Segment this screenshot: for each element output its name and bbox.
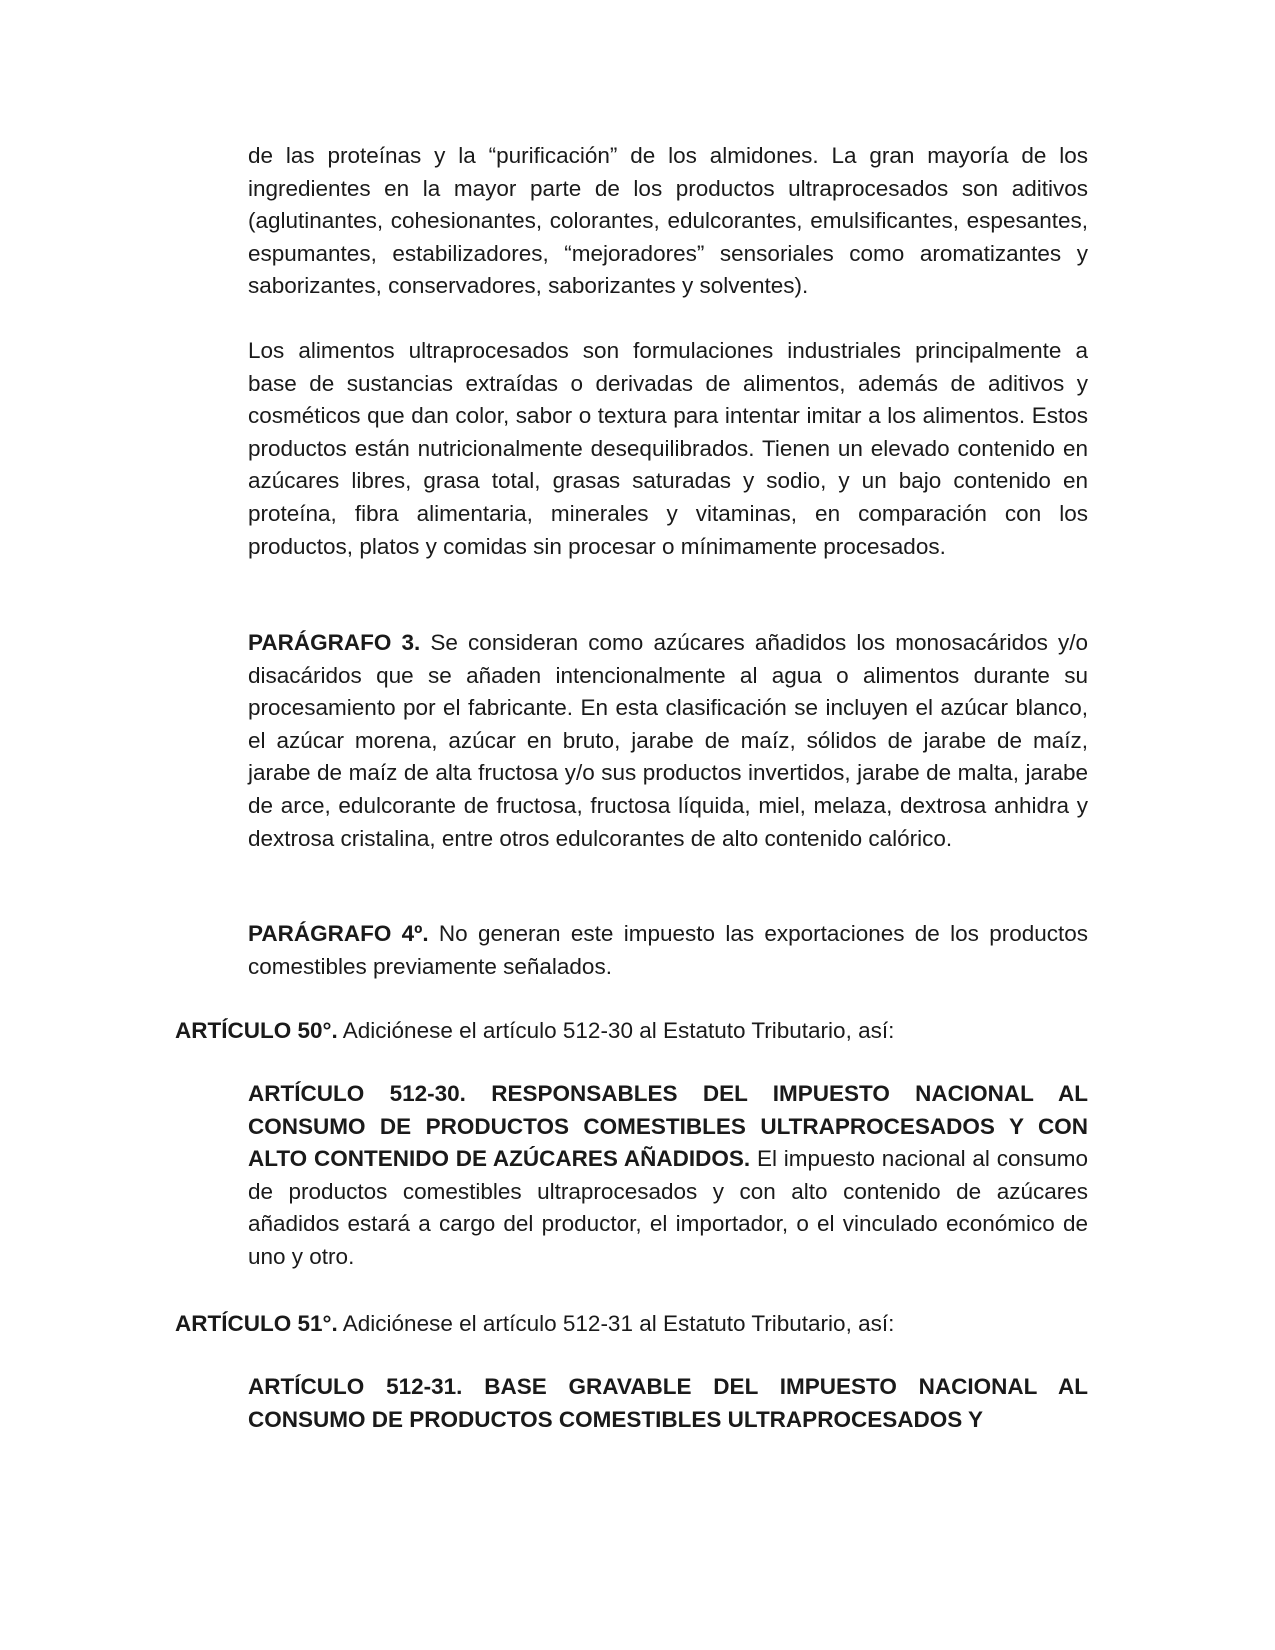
article-50-label: ARTÍCULO 50°. [175,1018,338,1043]
paragraph-3-text: Se consideran como azúcares añadidos los monosacáridos y/o disacáridos que se añaden intencionalmente al agua o alimentos durante su procesamiento por el fabricante. En esta clasificación se incluyen el azúcar blanco, el azúcar morena, azúcar en bruto, jarabe de maíz, sólidos de jarabe de maíz, jarabe de maíz de alta fructosa y/o sus productos invertidos, jarabe de malta, jarabe de arce, edulcorante de fructosa, fructosa líquida, miel, melaza, dextrosa anhidra y dextrosa cristalina, entre otros edulcorantes de alto contenido calórico. [248,630,1089,851]
paragraph-3 [248,627,1088,855]
article-512-31-heading: ARTÍCULO 512-31. BASE GRAVABLE DEL IMPUESTO NACIONAL AL CONSUMO DE PRODUCTOS COMESTIBLES ULTRAPROCESADOS Y [248,1374,1088,1432]
paragraph-4-text: No generan este impuesto las exportaciones de los productos comestibles previamente señalados. [248,921,1089,979]
paragraph-additives [248,140,1088,303]
paragraph-4 [248,918,1088,983]
article-512-30-text: El impuesto nacional al consumo de productos comestibles ultraprocesados y con alto contenido de azúcares añadidos estará a cargo del productor, el importador, o el vinculado económico de uno y otro. [248,1146,1089,1269]
paragraph-4-label: PARÁGRAFO 4º. [248,921,429,946]
article-512-31 [248,1371,1088,1436]
article-51-label: ARTÍCULO 51°. [175,1311,338,1336]
article-51-text: Adiciónese el artículo 512-31 al Estatuto Tributario, así: [337,1311,895,1336]
paragraph-ultraprocessed-definition [248,335,1088,563]
article-50-text: Adiciónese el artículo 512-30 al Estatuto Tributario, así: [337,1018,895,1043]
paragraph-additives-text: de las proteínas y la “purificación” de los almidones. La gran mayoría de los ingredientes en la mayor parte de los productos ultraprocesados son aditivos (aglutinantes, cohesionantes, colorantes, edulcorantes, emulsificantes, espesantes, espumantes, estabilizadores, “mejoradores” sensoriales como aromatizantes y saborizantes, conservadores, saborizantes y solventes). [248,143,1088,299]
article-50 [175,1015,1088,1048]
paragraph-ultraprocessed-text: Los alimentos ultraprocesados son formulaciones industriales principalmente a base de sustancias extraídas o derivadas de alimentos, además de aditivos y cosméticos que dan color, sabor o textura para intentar imitar a los alimentos. Estos productos están nutricionalmente desequilibrados. Tienen un elevado contenido en azúcares libres, grasa total, grasas saturadas y sodio, y un bajo contenido en proteína, fibra alimentaria, minerales y vitaminas, en comparación con los productos, platos y comidas sin procesar o mínimamente procesados. [248,338,1088,559]
article-51 [175,1308,1088,1341]
paragraph-3-label: PARÁGRAFO 3. [248,630,421,655]
article-512-30-heading: ARTÍCULO 512-30. RESPONSABLES DEL IMPUESTO NACIONAL AL CONSUMO DE PRODUCTOS COMESTIBLES ULTRAPROCESADOS Y CON ALTO CONTENIDO DE AZÚCARES AÑADIDOS. [248,1081,1088,1172]
article-512-30 [248,1078,1088,1274]
